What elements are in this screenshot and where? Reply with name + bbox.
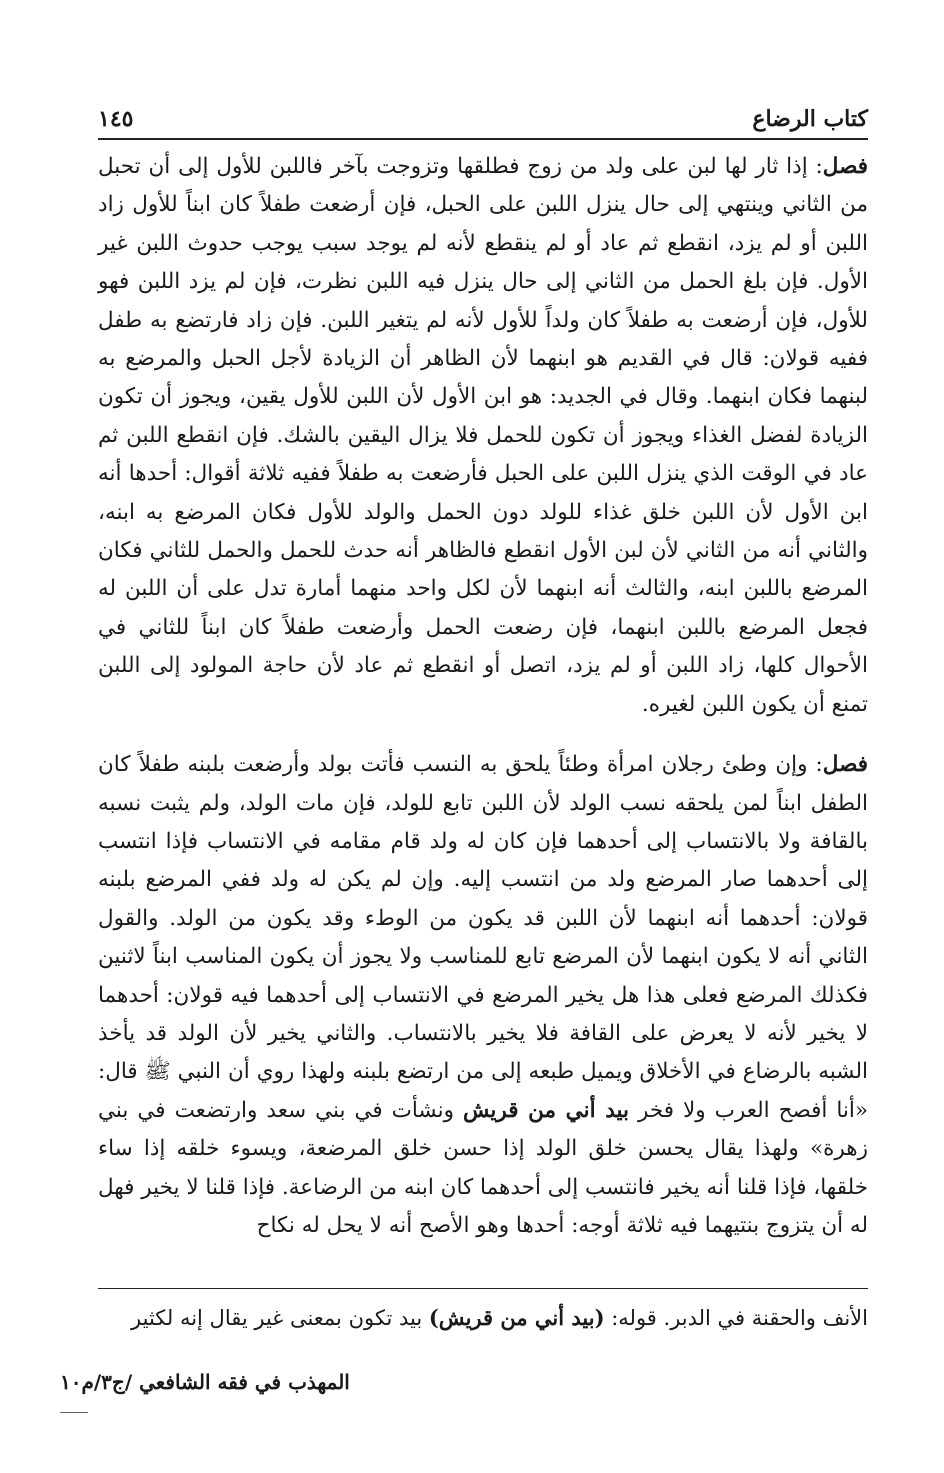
paragraph-1 <box>98 148 868 724</box>
footnote-rule <box>98 1288 868 1289</box>
paragraph-2 <box>98 746 868 1245</box>
header-rule <box>98 138 868 140</box>
running-head <box>98 96 868 132</box>
footnote <box>98 1300 868 1336</box>
volume-signature: المهذب في فقه الشافعي /ج٣/م١٠ <box>60 1370 350 1394</box>
section-label: فصل <box>822 752 868 778</box>
corner-mark <box>60 1412 88 1413</box>
page-number: ١٤٥ <box>98 106 134 132</box>
hadith-emphasis: بيد أني من قريش <box>462 1097 629 1123</box>
section-label: فصل <box>822 154 868 179</box>
paragraph-2-text-a: : وإن وطئ رجلان امرأة وطئاً يلحق به النسب فأتت بولد وأرضعت بلبنه طفلاً كان الطفل ابناً لمن يلحقه نسب الولد لأن اللبن تابع للولد، فإن مات الولد، ولم يثبت نسبه بالقافة ولا بالانتساب إلى أحدهما فإن كان له ولد قام مقامه في الانتساب فإذا انتسب إلى أحدهما صار المرضع ولد من انتسب إليه. وإن لم يكن له ولد ففي المرضع بلبنه قولان: أحدهما أنه ابنهما لأن اللبن قد يكون من الوطء وقد يكون من الولد. والقول الثاني أنه لا يكون ابنهما لأن المرضع تابع للمناسب ولا يجوز أن يكون المناسب ابناً لاثنين فكذلك المرضع فعلى هذا هل يخير المرضع في الانتساب إلى أحدهما فيه قولان: أحدهما لا يخير لأنه لا يعرض على القافة فلا يخير بالانتساب. والثاني يخير لأن الولد قد يأخذ الشبه بالرضاع في الأخلاق ويميل طبعه إلى من ارتضع بلبنه ولهذا روي أن النبي ﷺ قال: «أنا أفصح العرب ولا فخر <box>98 752 869 1123</box>
paragraph-2-text-b: ونشأت في بني سعد وارتضعت في بني زهرة» ولهذا يقال يحسن خلق الولد إذا حسن خلق المرضعة، ويسوء خلقه إذا ساء خلقها، فإذا قلنا أنه يخير فانتسب إلى أحدهما كان ابنه من الرضاعة. فإذا قلنا لا يخير فهل له أن يتزوج بنتيهما فيه ثلاثة أوجه: أحدها وهو الأصح أنه لا يحل له نكاح <box>97 1097 868 1238</box>
footnote-text-b: بيد تكون بمعنى غير يقال إنه لكثير <box>131 1306 423 1330</box>
paragraph-1-text: : إذا ثار لها لبن على ولد من زوج فطلقها وتزوجت بآخر فاللبن للأول إلى أن تحبل من الثاني وينتهي إلى حال ينزل اللبن على الحبل، فإن أرضعت طفلاً كان ابناً للأول زاد اللبن أو لم يزد، انقطع ثم عاد أو لم ينقطع لأنه لم يوجد سبب يوجب حدوث اللبن غير الأول. فإن بلغ الحمل من الثاني إلى حال ينزل فيه اللبن نظرت، فإن لم يزد اللبن فهو للأول، فإن أرضعت به طفلاً كان ولداً للأول لأنه لم يتغير اللبن. فإن زاد فارتضع به طفل ففيه قولان: قال في القديم هو ابنهما لأن الظاهر أن الزيادة لأجل الحبل والمرضع به لبنهما فكان ابنهما. وقال في الجديد: هو ابن الأول لأن اللبن للأول يقين، ويجوز أن تكون الزيادة لفضل الغذاء ويجوز أن تكون للحمل فلا يزال اليقين بالشك. فإن انقطع اللبن ثم عاد في الوقت الذي ينزل اللبن على الحبل فأرضعت به طفلاً ففيه ثلاثة أقوال: أحدها أنه ابن الأول لأن اللبن خلق غذاء للولد دون الحمل والولد للأول فكان المرضع به ابنه، والثاني أنه من الثاني لأن لبن الأول انقطع فالظاهر أنه حدث للحمل والحمل للثاني فكان المرضع باللبن ابنه، والثالث أنه ابنهما لأن لكل واحد منهما أمارة تدل على أن اللبن له فجعل المرضع باللبن ابنهما، فإن رضعت الحمل وأرضعت طفلاً كان ابناً للثاني في الأحوال كلها، زاد اللبن أو لم يزد، اتصل أو انقطع ثم عاد لأن حاجة المولود إلى اللبن تمنع أن يكون اللبن لغيره. <box>98 154 868 717</box>
footnote-text-a: الأنف والحقنة في الدبر. قوله: <box>611 1306 868 1330</box>
main-text <box>98 148 868 1245</box>
chapter-title: كتاب الرضاع <box>752 106 868 132</box>
footnote-emphasis: (بيد أني من قريش) <box>428 1305 605 1330</box>
